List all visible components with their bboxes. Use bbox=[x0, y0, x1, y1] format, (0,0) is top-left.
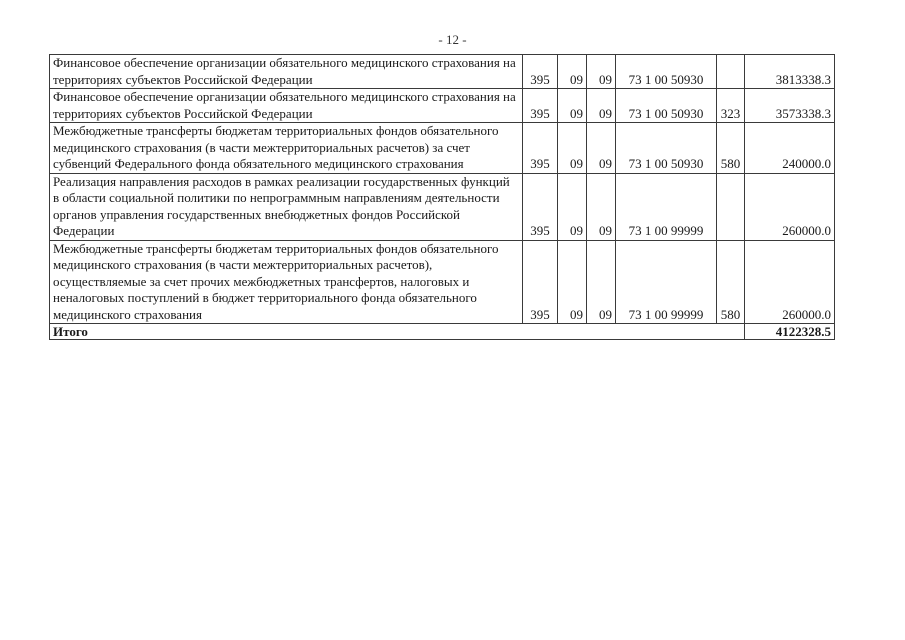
table-row bbox=[50, 173, 835, 240]
row-razdel: 09 bbox=[558, 123, 587, 174]
row-podrazdel: 09 bbox=[587, 173, 616, 240]
row-vr: 323 bbox=[717, 89, 745, 123]
row-grbs: 395 bbox=[523, 123, 558, 174]
row-amount: 260000.0 bbox=[745, 173, 835, 240]
total-row bbox=[50, 324, 835, 340]
row-podrazdel: 09 bbox=[587, 123, 616, 174]
row-vr bbox=[717, 55, 745, 89]
row-podrazdel: 09 bbox=[587, 55, 616, 89]
row-razdel: 09 bbox=[558, 89, 587, 123]
row-grbs: 395 bbox=[523, 55, 558, 89]
row-podrazdel: 09 bbox=[587, 240, 616, 324]
table-row bbox=[50, 240, 835, 324]
row-csr: 73 1 00 50930 bbox=[616, 89, 717, 123]
row-razdel: 09 bbox=[558, 173, 587, 240]
row-razdel: 09 bbox=[558, 55, 587, 89]
row-amount: 3573338.3 bbox=[745, 89, 835, 123]
row-vr bbox=[717, 173, 745, 240]
row-description: Финансовое обеспечение организации обязательного медицинского страхования на территориях субъектов Российской Федерации bbox=[50, 89, 523, 123]
budget-table bbox=[49, 54, 835, 340]
row-csr: 73 1 00 99999 bbox=[616, 240, 717, 324]
row-amount: 240000.0 bbox=[745, 123, 835, 174]
page-number: - 12 - bbox=[438, 32, 467, 47]
row-razdel: 09 bbox=[558, 240, 587, 324]
row-csr: 73 1 00 50930 bbox=[616, 55, 717, 89]
row-grbs: 395 bbox=[523, 173, 558, 240]
row-csr: 73 1 00 50930 bbox=[616, 123, 717, 174]
row-amount: 260000.0 bbox=[745, 240, 835, 324]
table-row bbox=[50, 89, 835, 123]
row-vr: 580 bbox=[717, 240, 745, 324]
row-grbs: 395 bbox=[523, 240, 558, 324]
total-amount: 4122328.5 bbox=[745, 324, 835, 340]
row-csr: 73 1 00 99999 bbox=[616, 173, 717, 240]
table-row bbox=[50, 123, 835, 174]
row-description: Межбюджетные трансферты бюджетам территориальных фондов обязательного медицинского страхования (в части межтерриториальных расчетов) за счет субвенций Федерального фонда обязательного медицинского страхования bbox=[50, 123, 523, 174]
row-vr: 580 bbox=[717, 123, 745, 174]
table-row bbox=[50, 55, 835, 89]
row-grbs: 395 bbox=[523, 89, 558, 123]
total-label: Итого bbox=[50, 324, 745, 340]
row-description: Реализация направления расходов в рамках реализации государственных функций в области социальной политики по непрограммным направлениям деятельности органов управления государственных внебюджетных фондов Российской Федерации bbox=[50, 173, 523, 240]
row-description: Финансовое обеспечение организации обязательного медицинского страхования на территориях субъектов Российской Федерации bbox=[50, 55, 523, 89]
row-description: Межбюджетные трансферты бюджетам территориальных фондов обязательного медицинского страхования (в части межтерриториальных расчетов), осуществляемые за счет прочих межбюджетных трансфертов, налоговых и неналоговых поступлений в бюджет территориального фонда обязательного медицинского страхования bbox=[50, 240, 523, 324]
row-amount: 3813338.3 bbox=[745, 55, 835, 89]
row-podrazdel: 09 bbox=[587, 89, 616, 123]
